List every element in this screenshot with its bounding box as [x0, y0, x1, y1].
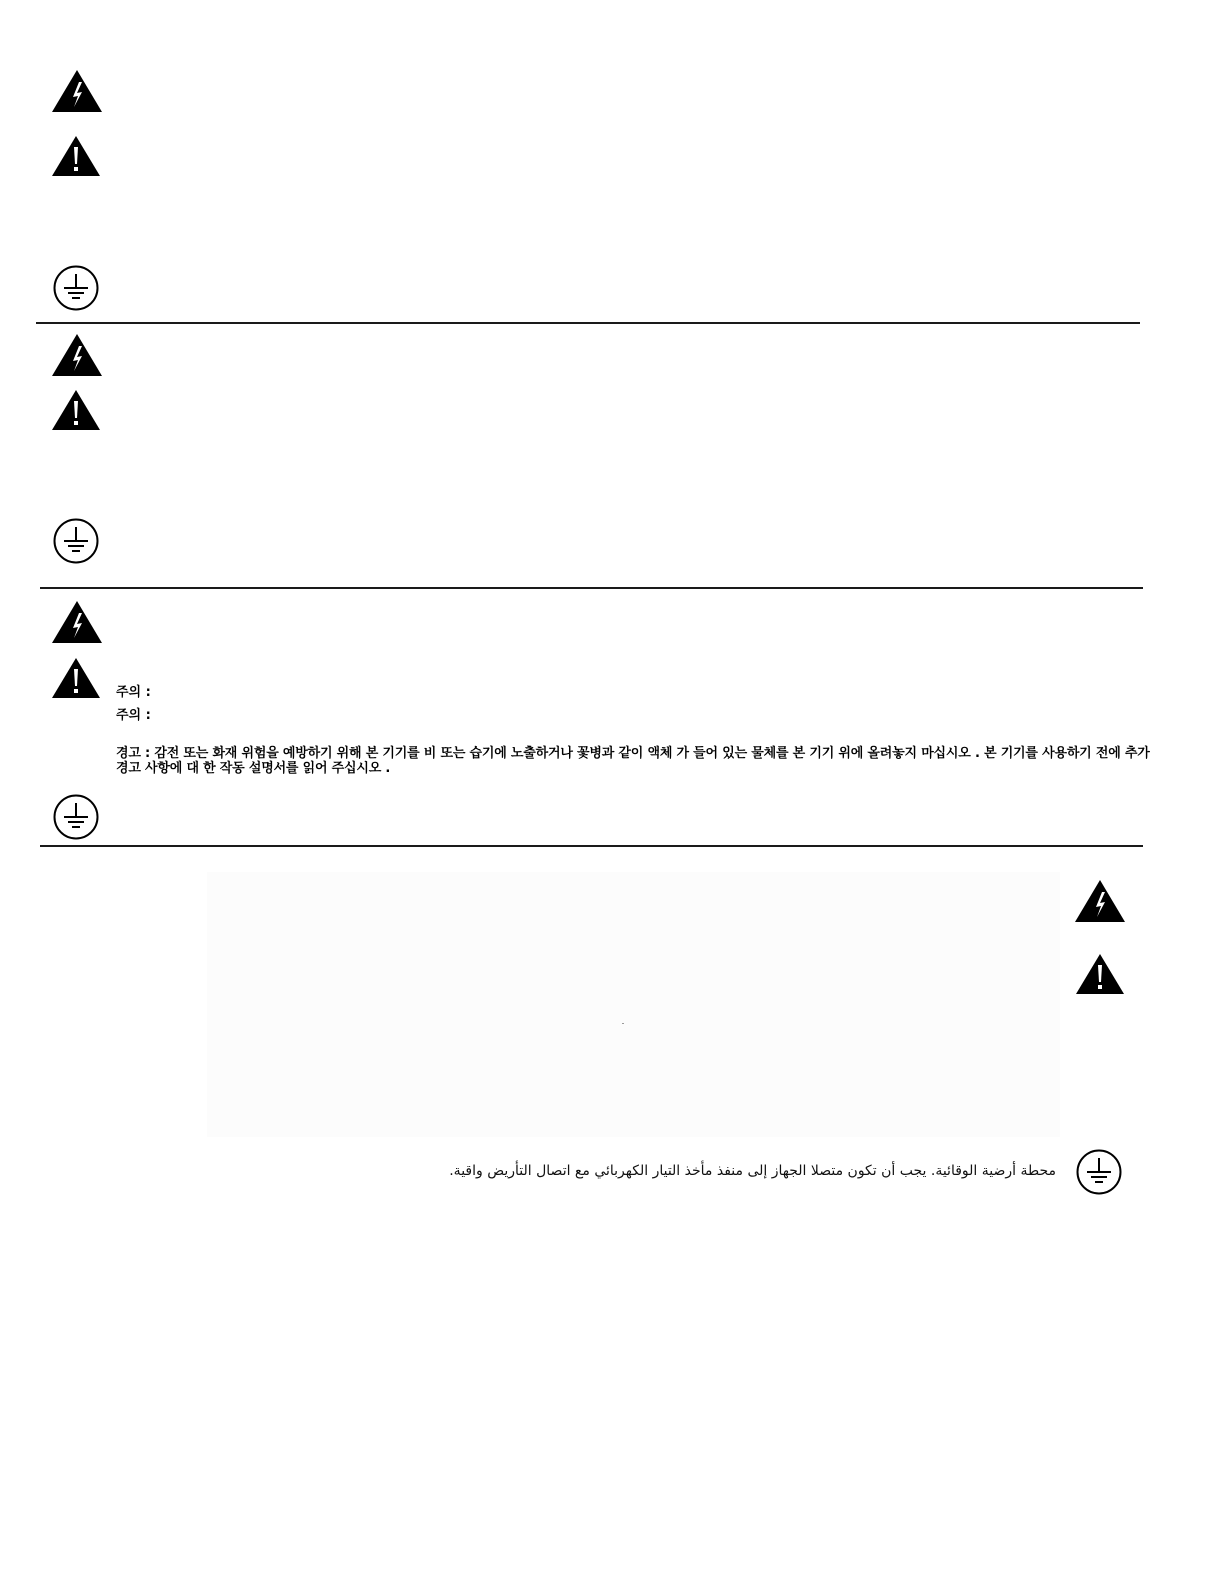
protective-earth-ground-icon: [1076, 1149, 1122, 1195]
caution-label-2: 주의 :: [116, 708, 151, 723]
lightning-triangle-icon: [52, 601, 102, 643]
protective-earth-ground-icon: [53, 265, 99, 311]
lightning-triangle-icon: [52, 70, 102, 112]
exclamation-triangle-icon: [52, 136, 100, 176]
arabic-ground-text: محطة أرضية الوقائية. يجب أن تكون متصلا الجهاز إلى منفذ مأخذ التيار الكهربائي مع اتصال التأريض واقية.: [449, 1163, 1056, 1179]
protective-earth-ground-icon: [53, 518, 99, 564]
stray-mark: [622, 1023, 624, 1024]
blank-text-area: [207, 872, 1060, 1137]
section-divider: [36, 322, 1140, 324]
protective-earth-ground-icon: [53, 794, 99, 840]
exclamation-triangle-icon: [52, 658, 100, 698]
exclamation-triangle-icon: [1076, 954, 1124, 994]
korean-warning-text: 경고 : 감전 또는 화재 위험을 예방하기 위해 본 기기를 비 또는 습기에 노출하거나 꽃병과 같이 액체 가 들어 있는 물체를 본 기기 위에 올려놓지 마십시오 . 본 기기를 사용하기 전에 추가 경고 사항에 대 한 작동 설명서를 읽어 주십시오 .: [116, 746, 1150, 776]
section-divider: [40, 587, 1143, 589]
lightning-triangle-icon: [1075, 880, 1125, 922]
lightning-triangle-icon: [52, 334, 102, 376]
exclamation-triangle-icon: [52, 390, 100, 430]
caution-label-1: 주의 :: [116, 685, 151, 700]
section-divider: [40, 845, 1143, 847]
